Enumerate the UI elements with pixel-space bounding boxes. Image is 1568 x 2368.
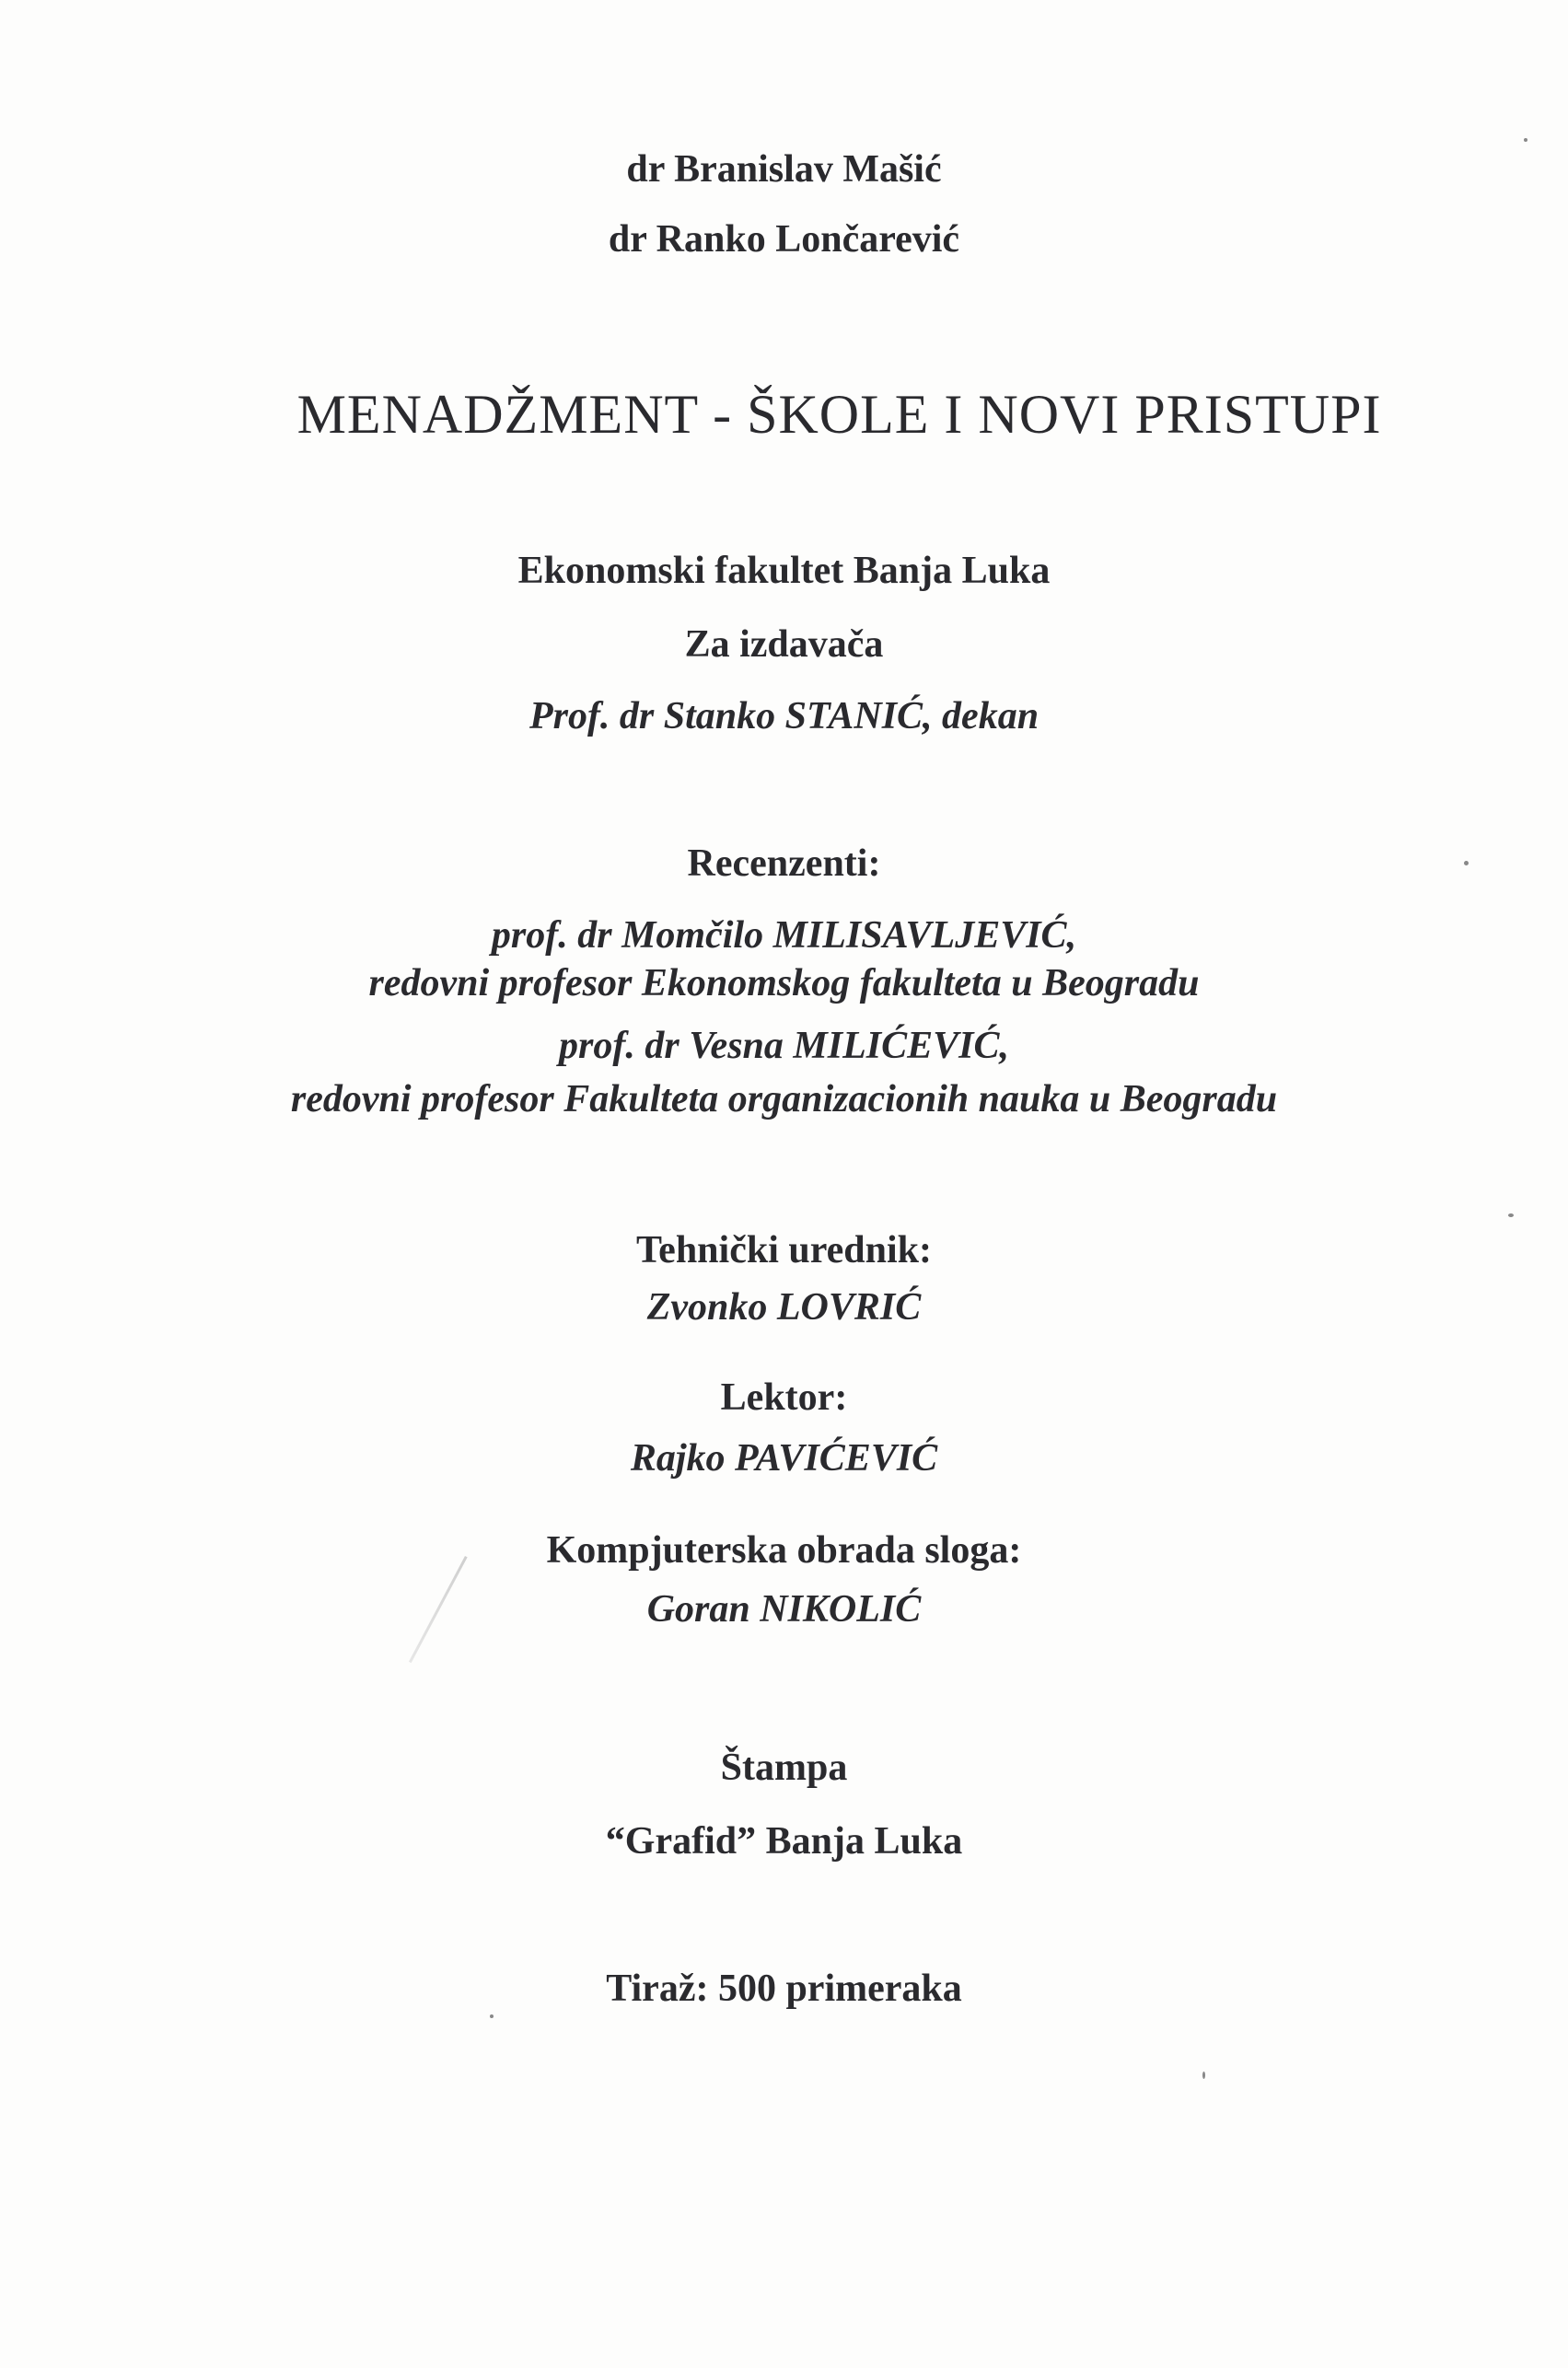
proofreader-name: Rajko PAVIĆEVIĆ xyxy=(630,1437,938,1480)
printing-name: “Grafid” Banja Luka xyxy=(605,1820,963,1863)
printing-label: Štampa xyxy=(720,1747,848,1789)
scan-speck xyxy=(1508,1213,1514,1217)
typesetting-label: Kompjuterska obrada sloga: xyxy=(546,1529,1022,1572)
reviewers-heading: Recenzenti: xyxy=(687,842,881,885)
publisher-name: Ekonomski fakultet Banja Luka xyxy=(517,550,1051,592)
book-title: MENADŽMENT - ŠKOLE I NOVI PRISTUPI xyxy=(296,384,1382,445)
scan-speck xyxy=(1524,138,1527,142)
scan-speck xyxy=(1464,861,1469,865)
for-publisher-label: Za izdavača xyxy=(684,623,884,666)
reviewer-2-title: redovni profesor Fakulteta organizacionih nauka u Beogradu xyxy=(290,1078,1278,1120)
reviewer-1-title: redovni profesor Ekonomskog fakulteta u Beogradu xyxy=(368,962,1200,1004)
typesetting-name: Goran NIKOLIĆ xyxy=(646,1588,922,1631)
proofreader-label: Lektor: xyxy=(720,1376,848,1419)
scan-speck xyxy=(490,2014,494,2018)
reviewer-2-name: prof. dr Vesna MILIĆEVIĆ, xyxy=(559,1025,1009,1067)
print-run: Tiraž: 500 primeraka xyxy=(606,1968,962,2010)
scan-speck xyxy=(1202,2072,1205,2079)
for-publisher-name: Prof. dr Stanko STANIĆ, dekan xyxy=(528,695,1040,737)
author-1: dr Branislav Mašić xyxy=(626,148,942,191)
reviewer-1-name: prof. dr Momčilo MILISAVLJEVIĆ, xyxy=(491,914,1077,957)
technical-editor-name: Zvonko LOVRIĆ xyxy=(646,1286,922,1329)
author-2: dr Ranko Lončarević xyxy=(608,218,960,261)
technical-editor-label: Tehnički urednik: xyxy=(636,1229,932,1271)
